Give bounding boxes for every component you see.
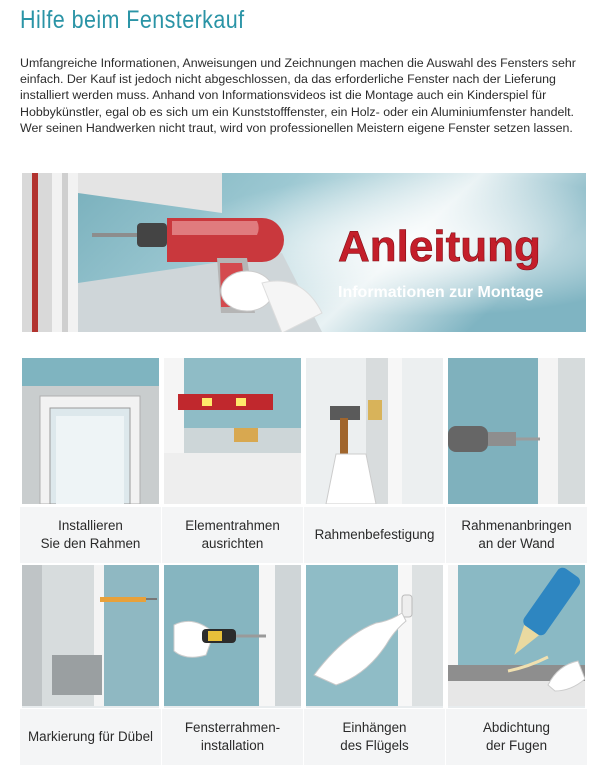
screwdriver-icon [164,565,301,706]
hero-banner [22,173,586,332]
spirit-level-icon [164,358,301,504]
step-caption-8: Abdichtung der Fugen [446,708,587,765]
step-image-8 [448,565,585,711]
step-caption-1: Installieren Sie den Rahmen [20,506,161,563]
step-caption-5: Markierung für Dübel [20,708,161,765]
hero-heading: Anleitung [338,222,541,271]
drill-icon [448,358,585,504]
step-image-5 [22,565,159,711]
pencil-icon [22,565,159,706]
step-caption-2: Elementrahmen ausrichten [162,506,303,563]
step-image-2 [164,358,301,504]
step-image-3 [306,358,443,504]
hammer-icon [306,358,443,504]
hero-subheading: Informationen zur Montage [338,284,544,301]
intro-text: Umfangreiche Informationen, Anweisungen und Zeichnungen machen die Auswahl des Fensters sehr einfach. Der Kauf ist jedoch nicht abgeschlossen, da das erforderliche Fenster nach der Lieferung installiert werden muss. Anhand von Informationsvideos ist die Montage auch ein Kinderspiel für Hobbykünstler, egal ob es sich um ein Kunststofffenster, ein Holz- oder ein Aluminiumfenster handelt. Wer seinen Handwerken nicht traut, wird von professionellen Meistern eigene Fenster setzen lassen. [20,56,576,135]
window-handle-icon [306,565,443,706]
step-caption-6: Fensterrahmen- installation [162,708,303,765]
step-image-1 [22,358,159,504]
step-image-7 [306,565,443,711]
page-title: Hilfe beim Fensterkauf [20,6,245,34]
step-caption-3: Rahmenbefestigung [304,506,445,563]
window-frame-icon [22,358,159,504]
step-image-4 [448,358,585,504]
step-image-6 [164,565,301,711]
step-caption-4: Rahmenanbringen an der Wand [446,506,587,563]
sealant-icon [448,565,585,706]
step-caption-7: Einhängen des Flügels [304,708,445,765]
